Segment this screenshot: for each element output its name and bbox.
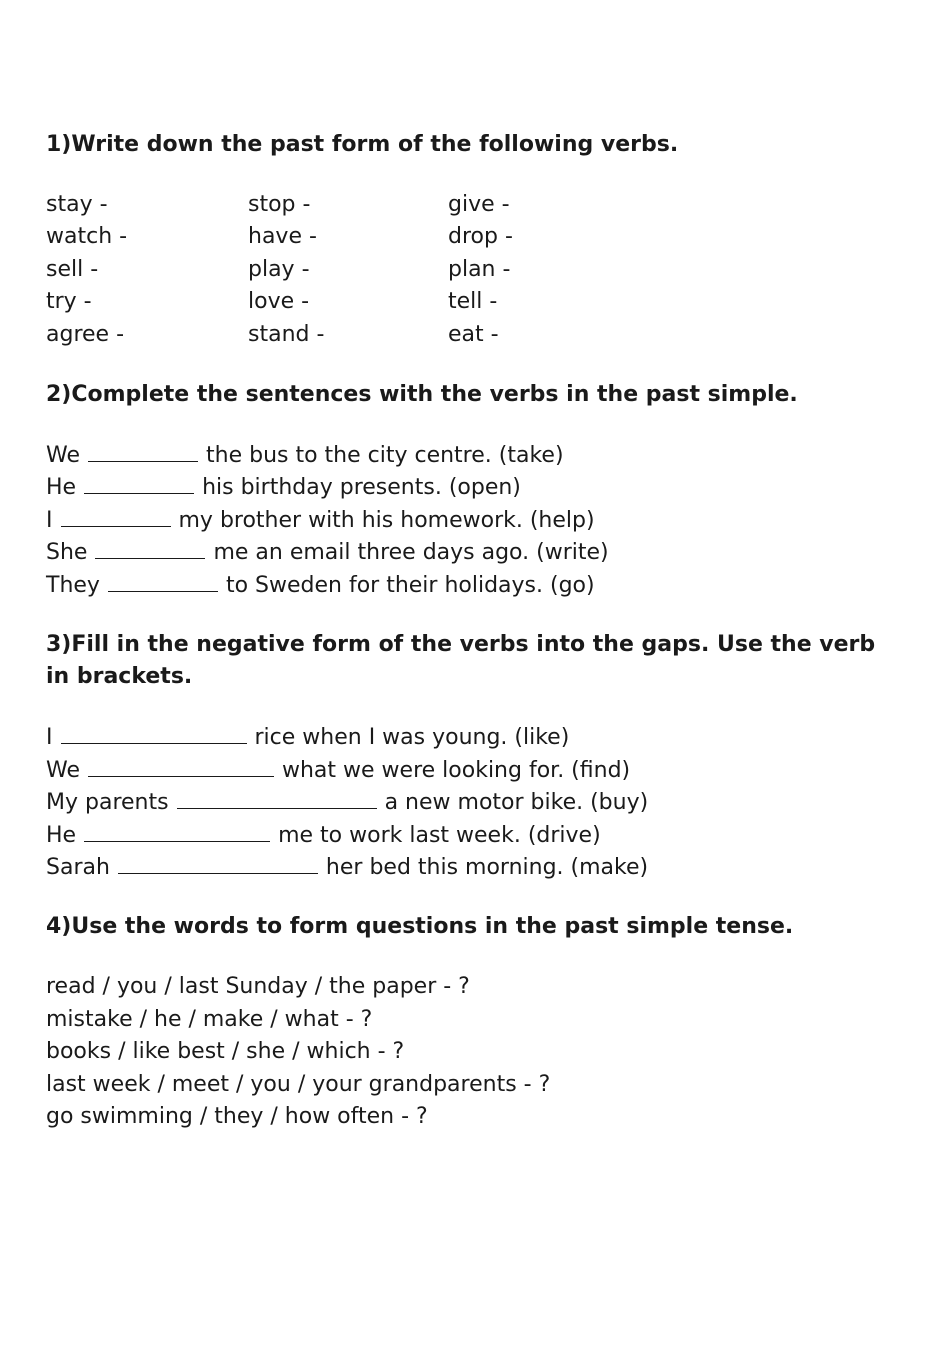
sentence-subject: I <box>46 508 53 533</box>
sentence-subject: He <box>46 823 77 848</box>
verb-item: drop - <box>448 224 513 249</box>
verb-item: watch - <box>46 224 128 249</box>
sentence-rest: his birthday presents. (open) <box>202 475 521 500</box>
sentence-row <box>46 819 601 851</box>
answer-blank[interactable] <box>108 569 218 592</box>
answer-blank[interactable] <box>61 721 247 744</box>
answer-blank[interactable] <box>61 504 171 527</box>
sentence-row <box>46 721 569 753</box>
sentence-row <box>46 504 595 536</box>
sentence-rest: to Sweden for their holidays. (go) <box>225 573 595 598</box>
verb-item: agree - <box>46 322 125 347</box>
sentence-row <box>46 569 595 601</box>
answer-blank[interactable] <box>88 439 198 462</box>
sentence-rest: me an email three days ago. (write) <box>213 540 609 565</box>
sentence-row <box>46 471 521 503</box>
sentence-rest: her bed this morning. (make) <box>325 855 649 880</box>
sentence-rest: what we were looking for. (find) <box>282 758 631 783</box>
sentence-row <box>46 536 609 568</box>
verb-item: eat - <box>448 322 499 347</box>
question-prompt: go swimming / they / how often - ? <box>46 1104 428 1129</box>
sentence-subject: She <box>46 540 88 565</box>
sentence-rest: my brother with his homework. (help) <box>178 508 595 533</box>
verb-item: stand - <box>248 322 325 347</box>
sentence-subject: We <box>46 758 80 783</box>
section-4-title: 4)Use the words to form questions in the past simple tense. <box>46 914 794 939</box>
verb-item: stay - <box>46 192 108 217</box>
sentence-subject: We <box>46 443 80 468</box>
answer-blank[interactable] <box>84 471 194 494</box>
section-1-title: 1)Write down the past form of the following verbs. <box>46 132 679 157</box>
answer-blank[interactable] <box>95 536 205 559</box>
sentence-rest: the bus to the city centre. (take) <box>206 443 564 468</box>
sentence-rest: rice when I was young. (like) <box>254 725 570 750</box>
verb-item: give - <box>448 192 510 217</box>
sentence-subject: I <box>46 725 53 750</box>
answer-blank[interactable] <box>118 851 318 874</box>
sentence-subject: He <box>46 475 77 500</box>
sentence-rest: a new motor bike. (buy) <box>384 790 649 815</box>
sentence-row <box>46 439 564 471</box>
sentence-subject: Sarah <box>46 855 110 880</box>
section-3-title: 3)Fill in the negative form of the verbs into the gaps. Use the verb in brackets. <box>46 632 876 689</box>
section-2-title: 2)Complete the sentences with the verbs in the past simple. <box>46 382 798 407</box>
question-prompt: last week / meet / you / your grandparents - ? <box>46 1072 551 1097</box>
verb-item: stop - <box>248 192 311 217</box>
sentence-row <box>46 754 630 786</box>
answer-blank[interactable] <box>88 754 274 777</box>
sentence-subject: My parents <box>46 790 169 815</box>
question-prompt: read / you / last Sunday / the paper - ? <box>46 974 470 999</box>
sentence-row <box>46 786 648 818</box>
answer-blank[interactable] <box>177 786 377 809</box>
answer-blank[interactable] <box>84 819 270 842</box>
sentence-rest: me to work last week. (drive) <box>278 823 601 848</box>
sentence-subject: They <box>46 573 100 598</box>
verb-item: tell - <box>448 289 498 314</box>
verb-item: love - <box>248 289 310 314</box>
verb-item: have - <box>248 224 317 249</box>
verb-item: plan - <box>448 257 511 282</box>
sentence-row <box>46 851 648 883</box>
verb-item: sell - <box>46 257 99 282</box>
question-prompt: mistake / he / make / what - ? <box>46 1007 373 1032</box>
question-prompt: books / like best / she / which - ? <box>46 1039 405 1064</box>
verb-item: play - <box>248 257 310 282</box>
verb-item: try - <box>46 289 92 314</box>
